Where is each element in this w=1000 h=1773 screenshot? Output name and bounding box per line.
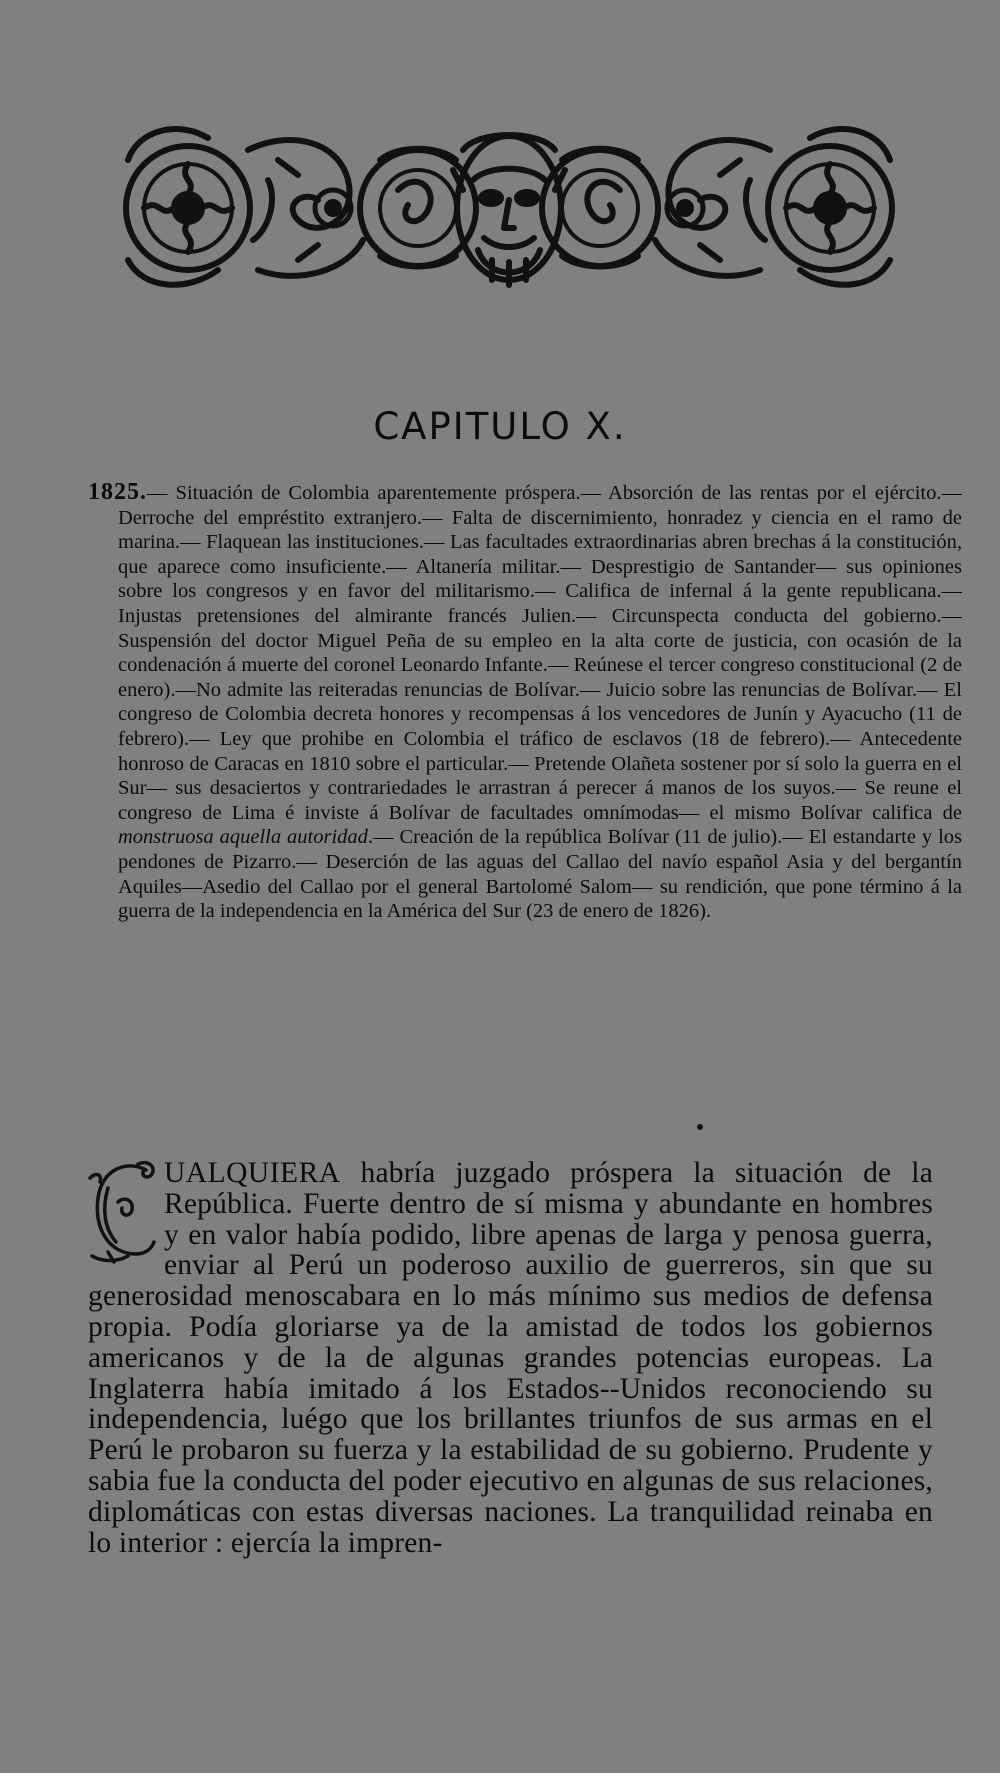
- body-paragraph: [88, 1158, 933, 1558]
- ornament-dot: [697, 1124, 703, 1130]
- chapter-title: CAPITULO X.: [373, 405, 627, 448]
- summary-year: 1825.: [88, 479, 147, 505]
- body-first-word: UALQUIERA: [164, 1157, 341, 1189]
- summary-italic-quote: monstruosa aquella autoridad: [118, 826, 368, 849]
- ornamental-header-icon: [118, 120, 900, 292]
- chapter-summary: [88, 480, 962, 924]
- body-paragraph-text: habría juzgado próspera la situación de la República. Fuerte dentro de sí misma y abundante en hombres y en valor había podido, libre apenas de larga y penosa guerra, enviar al Perú un poderoso auxilio de guerreros, sin que su generosidad menoscabara en lo más mínimo sus medios de defensa propia. Podía gloriarse ya de la amistad de todos los gobiernos americanos y de la de algunas grandes potencias europeas. La Inglaterra había imitado á los Estados--Unidos reconociendo su independencia, luégo que los brillantes triunfos de sus armas en el Perú le probaron su fuerza y la estabilidad de su gobierno. Prudente y sabia fue la conducta del poder ejecutivo en algunas de sus relaciones, diplomáticas con estas diversas naciones. La tranquilidad reinaba en lo interior : ejercía la impren-: [88, 1157, 933, 1559]
- body-section: [88, 1158, 933, 1558]
- summary-text-part1: — Situación de Colombia aparentemente próspera.— Absorción de las rentas por el ejército.— Derroche del empréstito extranjero.— Falta de discernimiento, honradez y ciencia en el ramo de marina.— Flaquean las instituciones.— Las facultades extraordinarias abren brechas á la constitución, que aparece como insuficiente.— Altanería militar.— Desprestigio de Santander— sus opiniones sobre los congresos y en favor del militarismo.— Califica de infernal á la gente republicana.— Injustas pretensiones del almirante francés Julien.— Circunspecta conducta del gobierno.— Suspensión del doctor Miguel Peña de su empleo en la alta corte de justicia, con ocasión de la condenación á muerte del coronel Leonardo Infante.— Reúnese el tercer congreso constitucional (2 de enero).—No admite las reiteradas renuncias de Bolívar.— Juicio sobre las renuncias de Bolívar.— El congreso de Colombia decreta honores y recompensas á los vencedores de Junín y Ayacucho (11 de febrero).— Ley que prohibe en Colombia el tráfico de esclavos (18 de febrero).— Antecedente honroso de Caracas en 1810 sobre el particular.— Pretende Olañeta sostener por sí solo la guerra en el Sur— sus desaciertos y contrariedades le arrastran á perecer á manos de los suyos.— Se reune el congreso de Lima é inviste á Bolívar de facultades omnímodas— el mismo Bolívar califica de: [118, 482, 962, 824]
- dropcap-c-icon: [88, 1158, 158, 1264]
- summary-text-part2: .— Creación de la república Bolívar (11 de julio).— El estandarte y los pendones de Pizarro.— Deserción de las aguas del Callao del navío español Asia y del bergantín Aquiles—Asedio del Callao por el general Bartolomé Salom— su rendición, que pone término á la guerra de la independencia en la América del Sur (23 de enero de 1826).: [118, 826, 962, 923]
